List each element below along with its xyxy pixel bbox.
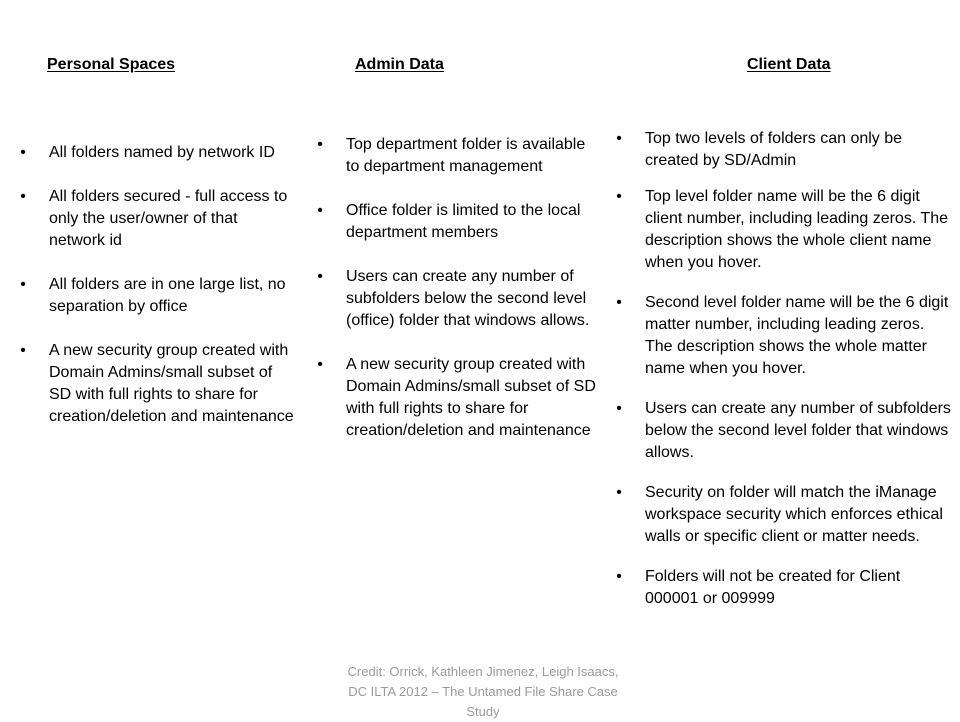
list-item: [314, 266, 600, 332]
client-data-column: [613, 128, 953, 610]
list-item: [613, 482, 953, 548]
list-item-text: Users can create any number of subfolders below the second level (office) folder that windows allows.: [346, 268, 590, 329]
bullet-icon: •: [616, 188, 622, 205]
list-item-text: Second level folder name will be the 6 digit matter number, including leading zeros. The description shows the whole matter name when you hover.: [645, 294, 949, 377]
list-item-text: A new security group created with Domain Admins/small subset of SD with full rights to share for creation/deletion and maintenance: [346, 356, 596, 439]
personal-spaces-column: [17, 142, 297, 428]
heading-admin-data: Admin Data: [355, 56, 444, 73]
list-item-text: Top level folder name will be the 6 digit client number, including leading zeros. The description shows the whole client name when you hover.: [645, 188, 948, 271]
bullet-icon: •: [317, 202, 323, 219]
list-item-text: Top two levels of folders can only be created by SD/Admin: [645, 130, 903, 169]
bullet-icon: •: [317, 268, 323, 285]
list-item: [314, 354, 600, 442]
list-item: [17, 142, 297, 164]
bullet-icon: •: [616, 484, 622, 501]
bullet-icon: •: [20, 342, 26, 359]
list-item-text: All folders named by network ID: [49, 144, 275, 161]
list-item-text: Top department folder is available to department management: [346, 136, 586, 175]
list-item-text: Security on folder will match the iManage workspace security which enforces ethical walls or specific client or matter needs.: [645, 484, 943, 545]
bullet-icon: •: [616, 294, 622, 311]
credit-note: Credit: Orrick, Kathleen Jimenez, Leigh Isaacs, DC ILTA 2012 – The Untamed File Share Case Study: [347, 664, 619, 719]
list-item-text: Users can create any number of subfolders below the second level folder that windows allows.: [645, 400, 951, 461]
admin-data-column: [314, 134, 600, 442]
list-item-text: A new security group created with Domain Admins/small subset of SD with full rights to share for creation/deletion and maintenance: [49, 342, 294, 425]
bullet-icon: •: [616, 400, 622, 417]
list-item: [613, 566, 953, 610]
list-item: [17, 274, 297, 318]
bullet-icon: •: [317, 136, 323, 153]
list-item-text: All folders are in one large list, no separation by office: [49, 276, 286, 315]
list-item-text: Office folder is limited to the local department members: [346, 202, 581, 241]
list-item: [613, 186, 953, 274]
list-item: [613, 398, 953, 464]
list-item: [314, 134, 600, 178]
list-item-text: Folders will not be created for Client 000001 or 009999: [645, 568, 901, 607]
heading-client-data: Client Data: [747, 56, 831, 73]
bullet-icon: •: [20, 188, 26, 205]
list-item: [17, 186, 297, 252]
list-item: [613, 292, 953, 380]
list-item-text: All folders secured - full access to only the user/owner of that network id: [49, 188, 288, 249]
bullet-icon: •: [616, 568, 622, 585]
heading-personal-spaces: Personal Spaces: [47, 56, 176, 73]
bullet-icon: •: [616, 130, 622, 147]
bullet-icon: •: [317, 356, 323, 373]
list-item: [17, 340, 297, 428]
list-item: [613, 128, 953, 172]
list-item: [314, 200, 600, 244]
personal-spaces-list: [17, 142, 297, 428]
bullet-icon: •: [20, 276, 26, 293]
bullet-icon: •: [20, 144, 26, 161]
client-data-list: [613, 128, 953, 610]
admin-data-list: [314, 134, 600, 442]
